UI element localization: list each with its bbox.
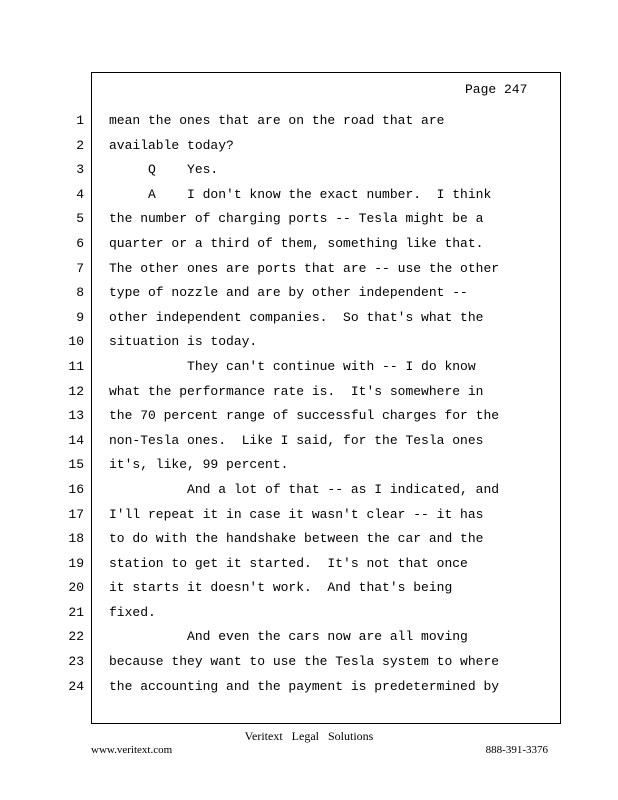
line-number: 13 xyxy=(68,408,84,424)
transcript-line: the 70 percent range of successful charges for the xyxy=(109,408,500,424)
line-number: 20 xyxy=(68,580,84,596)
line-number: 6 xyxy=(76,235,84,251)
line-number: 22 xyxy=(68,629,84,645)
line-number: 19 xyxy=(68,555,84,571)
footer-phone: 888-391-3376 xyxy=(485,744,548,756)
transcript-line: I'll repeat it in case it wasn't clear -- it has xyxy=(109,506,484,522)
transcript-line: because they want to use the Tesla system to where xyxy=(109,654,500,670)
transcript-line: available today? xyxy=(109,137,234,153)
transcript-line: mean the ones that are on the road that are xyxy=(109,113,445,128)
transcript-line: what the performance rate is. It's somewhere in xyxy=(109,383,484,399)
transcript-line: And a lot of that -- as I indicated, and xyxy=(109,481,500,497)
transcript-line: the accounting and the payment is predetermined by xyxy=(109,678,500,694)
transcript-line: type of nozzle and are by other independent -- xyxy=(109,285,468,301)
transcript-line: it starts it doesn't work. And that's being xyxy=(109,580,453,596)
line-number: 1 xyxy=(76,113,84,128)
line-number-column xyxy=(66,112,84,702)
transcript-line: The other ones are ports that are -- use the other xyxy=(109,260,500,276)
line-number: 8 xyxy=(76,285,84,301)
footer-company: Veritext Legal Solutions xyxy=(244,729,374,743)
line-number: 21 xyxy=(68,604,84,620)
transcript-line: They can't continue with -- I do know xyxy=(109,358,476,374)
transcript-line: to do with the handshake between the car and the xyxy=(109,531,484,547)
transcript-line: fixed. xyxy=(109,604,156,620)
line-number: 15 xyxy=(68,457,84,473)
line-number: 2 xyxy=(76,137,84,153)
transcript-line: Q Yes. xyxy=(109,162,219,178)
transcript-line: And even the cars now are all moving xyxy=(109,629,468,645)
line-number: 16 xyxy=(68,481,84,497)
line-number: 24 xyxy=(68,678,84,694)
line-number: 11 xyxy=(68,358,84,374)
transcript-line: the number of charging ports -- Tesla might be a xyxy=(109,211,484,227)
line-number: 23 xyxy=(68,654,84,670)
transcript-line: other independent companies. So that's what the xyxy=(109,309,484,325)
footer-website: www.veritext.com xyxy=(91,744,173,756)
transcript-line: A I don't know the exact number. I think xyxy=(109,186,492,202)
transcript-line: station to get it started. It's not that once xyxy=(109,555,468,571)
transcript-line: it's, like, 99 percent. xyxy=(109,457,289,473)
transcript-line: quarter or a third of them, something like that. xyxy=(109,235,484,251)
transcript-line: situation is today. xyxy=(109,334,258,350)
transcript-line: non-Tesla ones. Like I said, for the Tesla ones xyxy=(109,432,484,448)
line-number: 7 xyxy=(76,260,84,276)
line-number: 5 xyxy=(76,211,84,227)
line-number: 4 xyxy=(76,186,84,202)
transcript-body xyxy=(109,112,549,702)
page-number: Page 247 xyxy=(465,82,528,97)
line-number: 12 xyxy=(68,383,84,399)
line-number: 10 xyxy=(68,334,84,350)
line-number: 17 xyxy=(68,506,84,522)
line-number: 9 xyxy=(76,309,84,325)
line-number: 3 xyxy=(76,162,84,178)
line-number: 14 xyxy=(68,432,84,448)
line-number: 18 xyxy=(68,531,84,547)
